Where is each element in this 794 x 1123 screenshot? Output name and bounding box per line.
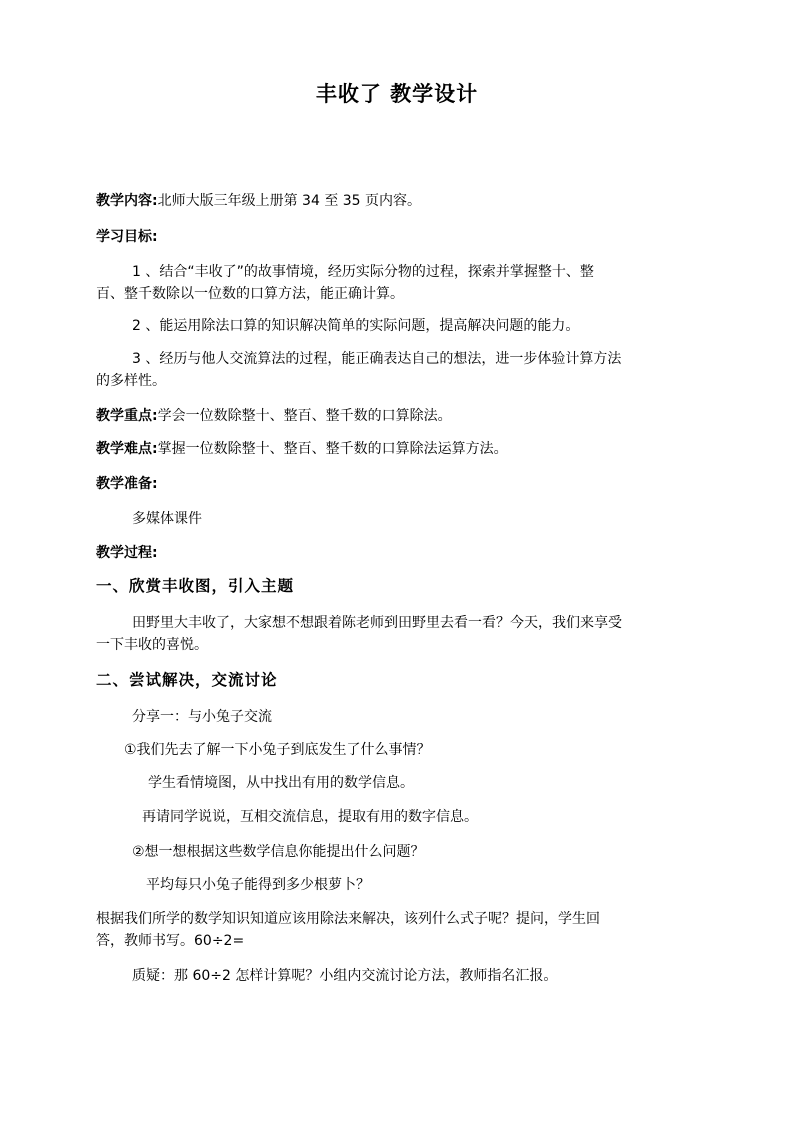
paragraph-division-line-2: 答，教师书写。60÷2= <box>96 933 245 949</box>
objectives-label: 学习目标: <box>96 229 158 245</box>
preparation-label: 教学准备: <box>96 476 158 492</box>
paragraph-division-line-1: 根据我们所学的数学知识知道应该用除法来解决，该列什么式子呢？提问，学生回 <box>96 911 600 927</box>
difficulty-text: 掌握一位数除整十、整百、整千数的口算除法运算方法。 <box>157 441 508 457</box>
paragraph-question: 质疑：那 60÷2 怎样计算呢？小组内交流讨论方法，教师指名汇报。 <box>132 968 558 984</box>
question-2-answer: 平均每只小兔子能得到多少根萝卜？ <box>146 877 370 893</box>
question-1-step-b: 再请同学说说，互相交流信息，提取有用的数字信息。 <box>142 809 478 825</box>
section-1-heading: 一、欣赏丰收图，引入主题 <box>96 576 295 595</box>
share-one: 分享一：与小兔子交流 <box>132 709 272 725</box>
question-1: ①我们先去了解一下小兔子到底发生了什么事情？ <box>124 742 431 758</box>
difficulty-label: 教学难点: <box>96 441 158 457</box>
content-text: 北师大版三年级上册第 34 至 35 页内容。 <box>157 193 422 209</box>
section-2-heading: 二、尝试解决，交流讨论 <box>96 670 278 689</box>
content-label: 教学内容: <box>96 193 158 209</box>
content-line <box>96 190 706 212</box>
page-title: 丰收了 教学设计 <box>315 82 479 106</box>
section-1-line-2: 一下丰收的喜悦。 <box>96 637 208 653</box>
key-point-text: 学会一位数除整十、整百、整千数的口算除法。 <box>157 408 452 424</box>
process-label: 教学过程: <box>96 545 158 561</box>
key-point-label: 教学重点: <box>96 408 158 424</box>
key-point-line <box>96 405 706 427</box>
question-2: ②想一想根据这些数学信息你能提出什么问题？ <box>132 844 425 860</box>
question-1-step-a: 学生看情境图，从中找出有用的数学信息。 <box>148 775 414 791</box>
difficulty-line <box>96 438 706 460</box>
preparation-text: 多媒体课件 <box>132 511 202 527</box>
objective-1-line-1: 1 、结合“丰收了”的故事情境，经历实际分物的过程，探索并掌握整十、整 <box>132 264 594 280</box>
objective-2: 2 、能运用除法口算的知识解决简单的实际问题，提高解决问题的能力。 <box>132 318 580 334</box>
objective-3-line-2: 的多样性。 <box>96 373 166 389</box>
objective-3-line-1: 3 、经历与他人交流算法的过程，能正确表达自己的想法，进一步体验计算方法 <box>132 351 622 367</box>
section-1-line-1: 田野里大丰收了，大家想不想跟着陈老师到田野里去看一看？今天，我们来享受 <box>132 615 622 631</box>
objective-1-line-2: 百、整千数除以一位数的口算方法，能正确计算。 <box>96 286 404 302</box>
